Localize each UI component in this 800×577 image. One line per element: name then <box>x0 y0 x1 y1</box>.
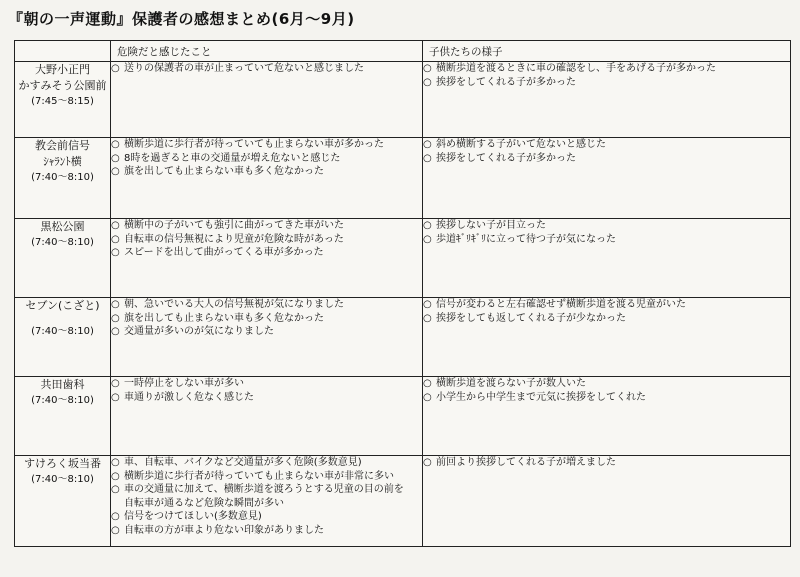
item-text: 車、自転車、バイクなど交通量が多く危険(多数意見) <box>124 457 362 468</box>
location-time: (7:40～8:10) <box>31 395 94 406</box>
item-text: 小学生から中学生まで元気に挨拶をしてくれた <box>436 391 646 403</box>
list-item <box>423 219 790 233</box>
danger-list <box>111 298 422 339</box>
item-text: 車通りが激しく危なく感じた <box>124 391 254 403</box>
list-item <box>423 312 790 326</box>
bullet-circle-icon: ○ <box>111 470 120 482</box>
bullet-circle-icon: ○ <box>423 299 432 310</box>
children-cell <box>423 456 791 547</box>
list-item <box>111 165 422 179</box>
location-time: (7:45～8:15) <box>31 96 94 107</box>
item-text: 車の交通量に加えて、横断歩道を渡ろうとする児童の目の前を <box>124 484 404 495</box>
location-name: ｼｬﾗﾝﾄ横 <box>43 155 82 168</box>
header-children: 子供たちの様子 <box>423 41 791 62</box>
bullet-circle-icon: ○ <box>423 312 432 324</box>
header-danger: 危険だと感じたこと <box>111 41 423 62</box>
feedback-table <box>14 40 791 547</box>
item-text: 8時を過ぎると車の交通量が増え危ないと感じた <box>124 152 341 164</box>
bullet-circle-icon: ○ <box>111 152 120 164</box>
bullet-circle-icon: ○ <box>111 247 120 258</box>
location-cell <box>15 62 111 138</box>
item-text-continued: 自転車が通るなど危険な瞬間が多い <box>124 497 284 509</box>
spacer <box>15 314 110 324</box>
table-row <box>15 456 791 547</box>
location-cell <box>15 377 111 456</box>
danger-list <box>111 138 422 179</box>
item-text: 横断中の子がいても強引に曲がってきた車がいた <box>124 220 344 231</box>
bullet-circle-icon: ○ <box>423 139 432 150</box>
bullet-circle-icon: ○ <box>423 378 432 389</box>
danger-list <box>111 456 422 537</box>
bullet-circle-icon: ○ <box>111 166 120 177</box>
bullet-circle-icon: ○ <box>111 457 120 468</box>
bullet-circle-icon: ○ <box>111 378 120 389</box>
item-text: 横断歩道を渡るときに車の確認をし、手をあげる子が多かった <box>436 63 716 74</box>
item-text: 旗を出しても止まらない車も多く危なかった <box>124 166 324 177</box>
bullet-circle-icon: ○ <box>423 391 432 403</box>
children-list <box>423 456 790 470</box>
bullet-circle-icon: ○ <box>111 220 120 231</box>
item-text: 交通量が多いのが気になりました <box>124 326 274 337</box>
list-item <box>423 233 790 247</box>
location-name: セブン(こざと) <box>25 299 100 312</box>
item-text: スピードを出して曲がってくる車が多かった <box>124 247 324 258</box>
danger-cell <box>111 138 423 219</box>
item-text: 挨拶しない子が目立った <box>436 220 546 231</box>
danger-cell <box>111 62 423 138</box>
list-item <box>111 219 422 233</box>
list-item <box>111 391 422 405</box>
bullet-circle-icon: ○ <box>423 63 432 74</box>
location-time: (7:40～8:10) <box>31 474 94 485</box>
bullet-circle-icon: ○ <box>423 152 432 164</box>
location-name: 大野小正門 <box>35 63 90 76</box>
list-item <box>111 510 422 524</box>
children-list <box>423 298 790 325</box>
list-item <box>423 377 790 391</box>
danger-cell <box>111 456 423 547</box>
item-text: 信号が変わると左右確認せず横断歩道を渡る児童がいた <box>436 299 686 310</box>
bullet-circle-icon: ○ <box>423 233 432 245</box>
table-row <box>15 62 791 138</box>
header-location <box>15 41 111 62</box>
list-item <box>423 152 790 166</box>
location-name: 黒松公園 <box>40 220 85 233</box>
list-item <box>111 246 422 260</box>
bullet-circle-icon: ○ <box>423 457 432 468</box>
children-list <box>423 377 790 404</box>
children-list <box>423 62 790 89</box>
item-text: 挨拶をしても返してくれる子が少なかった <box>436 312 626 324</box>
children-list <box>423 219 790 246</box>
item-text: 自転車の方が車より危ない印象がありました <box>124 524 324 536</box>
list-item <box>423 76 790 90</box>
page-title: 『朝の一声運動』保護者の感想まとめ(6月～9月) <box>8 10 355 28</box>
list-item <box>111 312 422 326</box>
children-cell <box>423 138 791 219</box>
item-text: 旗を出しても止まらない車も多く危なかった <box>124 312 324 324</box>
item-text: 挨拶をしてくれる子が多かった <box>436 152 576 164</box>
item-text: 自転車の信号無視により児童が危険な時があった <box>124 233 344 245</box>
list-item <box>111 483 422 510</box>
danger-list <box>111 219 422 260</box>
list-item <box>111 524 422 538</box>
children-cell <box>423 62 791 138</box>
item-text: 朝、急いでいる大人の信号無視が気になりました <box>124 299 344 310</box>
bullet-circle-icon: ○ <box>423 76 432 88</box>
table-row <box>15 138 791 219</box>
list-item <box>423 138 790 152</box>
table-body <box>15 62 791 547</box>
list-item <box>111 138 422 152</box>
item-text: 横断歩道に歩行者が待っていても止まらない車が非常に多い <box>124 470 394 482</box>
bullet-circle-icon: ○ <box>111 524 120 536</box>
danger-cell <box>111 219 423 298</box>
item-text: 前回より挨拶してくれる子が増えました <box>436 457 616 468</box>
list-item <box>423 298 790 312</box>
item-text: 一時停止をしない車が多い <box>124 378 244 389</box>
list-item <box>111 377 422 391</box>
location-name: 教会前信号 <box>35 139 90 152</box>
list-item <box>111 62 422 76</box>
list-item <box>111 325 422 339</box>
children-cell <box>423 219 791 298</box>
list-item <box>423 391 790 405</box>
bullet-circle-icon: ○ <box>423 220 432 231</box>
danger-cell <box>111 298 423 377</box>
danger-list <box>111 377 422 404</box>
location-time: (7:40～8:10) <box>31 172 94 183</box>
danger-cell <box>111 377 423 456</box>
list-item <box>111 456 422 470</box>
bullet-circle-icon: ○ <box>111 326 120 337</box>
table-row <box>15 377 791 456</box>
item-text: 横断歩道を渡らない子が数人いた <box>436 378 586 389</box>
children-cell <box>423 377 791 456</box>
bullet-circle-icon: ○ <box>111 139 120 150</box>
list-item <box>111 152 422 166</box>
location-cell <box>15 456 111 547</box>
bullet-circle-icon: ○ <box>111 391 120 403</box>
item-text: 横断歩道に歩行者が待っていても止まらない車が多かった <box>124 139 384 150</box>
header-row <box>15 41 791 62</box>
bullet-circle-icon: ○ <box>111 63 120 74</box>
item-text: 歩道ｷﾞﾘｷﾞﾘに立って待つ子が気になった <box>436 233 616 245</box>
item-text: 送りの保護者の車が止まっていて危ないと感じました <box>124 63 364 74</box>
bullet-circle-icon: ○ <box>111 511 120 522</box>
location-name: かすみそう公園前 <box>18 79 107 92</box>
list-item <box>423 62 790 76</box>
list-item <box>111 298 422 312</box>
bullet-circle-icon: ○ <box>111 312 120 324</box>
list-item <box>423 456 790 470</box>
location-name: すけろく坂当番 <box>24 457 101 470</box>
item-text: 挨拶をしてくれる子が多かった <box>436 76 576 88</box>
danger-list <box>111 62 422 76</box>
bullet-circle-icon: ○ <box>111 233 120 245</box>
children-list <box>423 138 790 165</box>
bullet-circle-icon: ○ <box>111 299 120 310</box>
children-cell <box>423 298 791 377</box>
table-row <box>15 219 791 298</box>
list-item <box>111 470 422 484</box>
list-item <box>111 233 422 247</box>
item-text: 信号をつけてほしい(多数意見) <box>124 511 262 522</box>
bullet-circle-icon: ○ <box>111 484 120 495</box>
location-time: (7:40～8:10) <box>31 237 94 248</box>
location-cell <box>15 298 111 377</box>
location-cell <box>15 219 111 298</box>
location-cell <box>15 138 111 219</box>
table-row <box>15 298 791 377</box>
location-time: (7:40～8:10) <box>31 326 94 337</box>
location-name: 共田歯科 <box>40 378 85 391</box>
item-text: 斜め横断する子がいて危ないと感じた <box>436 139 606 150</box>
